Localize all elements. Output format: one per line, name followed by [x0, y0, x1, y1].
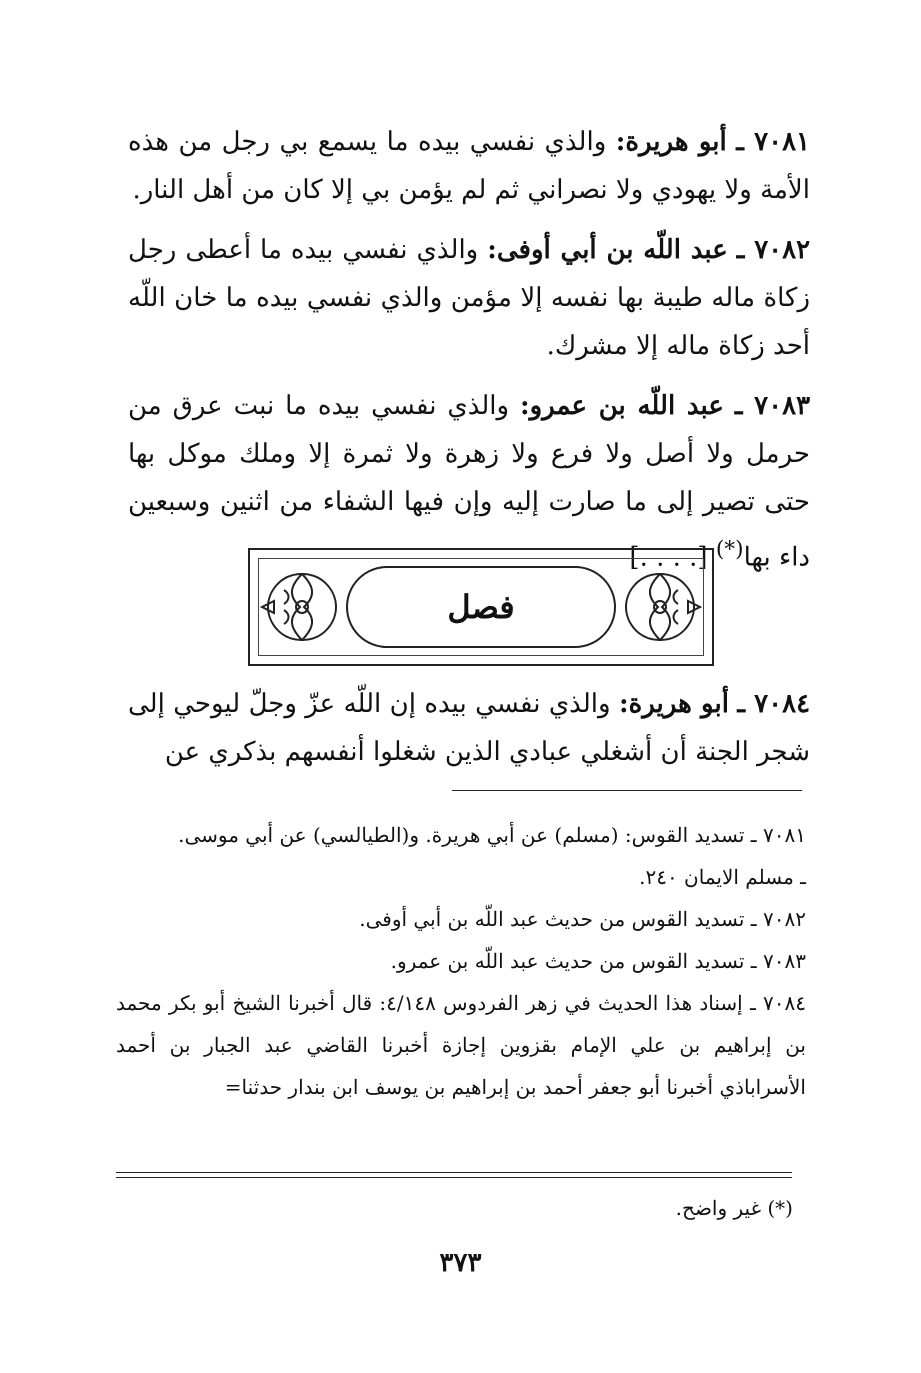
ornament-right-icon	[618, 568, 702, 646]
footnote-reference: (*)	[715, 537, 744, 562]
notes-separator	[452, 790, 802, 791]
hadith-text: والذي نفسي بيده ما أعطى رجل زكاة ماله طيبة بها نفسه إلا مؤمن والذي نفسي بيده ما خان اللّه أحد زكاة ماله إلا مشرك.	[128, 235, 810, 361]
section-heading-frame	[248, 548, 714, 666]
footnote-separator	[116, 1172, 792, 1178]
heading-pill	[346, 566, 616, 648]
narrator-name: عبد اللّه بن عمرو:	[520, 391, 724, 421]
narrator-name: أبو هريرة:	[615, 127, 727, 157]
note-7081: ٧٠٨١ ـ تسديد القوس: (مسلم) عن أبي هريرة. و(الطيالسي) عن أبي موسى.	[178, 823, 806, 847]
entry-number: ٧٠٨٣ ـ	[734, 391, 811, 421]
narrator-name: عبد اللّه بن أبي أوفى:	[487, 235, 728, 265]
hadith-entry-7081	[128, 118, 810, 214]
footnote: (*) غير واضح.	[675, 1196, 793, 1220]
entry-number: ٧٠٨١ ـ	[736, 127, 810, 157]
section-title: فصل	[447, 588, 515, 626]
note-7083: ٧٠٨٣ ـ تسديد القوس من حديث عبد اللّه بن عمرو.	[390, 949, 806, 973]
source-notes	[116, 814, 806, 1108]
narrator-name: أبو هريرة:	[618, 689, 729, 719]
entry-number: ٧٠٨٤ ـ	[737, 689, 811, 719]
hadith-text: والذي نفسي بيده إن اللّه عزّ وجلّ ليوحي إلى شجر الجنة أن أشغلي عبادي الذين شغلوا أنفسهم بذكري عن	[128, 689, 810, 767]
page-number: ٣٧٣	[439, 1248, 482, 1278]
main-text-bottom	[128, 680, 810, 788]
hadith-entry-7084	[128, 680, 810, 776]
note-7082: ٧٠٨٢ ـ تسديد القوس من حديث عبد اللّه بن أبي أوفى.	[359, 907, 806, 931]
note-7084: ٧٠٨٤ ـ إسناد هذا الحديث في زهر الفردوس ٤/١٤٨: قال أخبرنا الشيخ أبو بكر محمد بن إبراهيم بن علي الإمام بقزوين إجازة أخبرنا القاضي عبد الجبار بن أحمد الأسراباذي أخبرنا أبو جعفر أحمد بن إبراهيم بن يوسف ابن بندار حدثنا=	[116, 991, 807, 1099]
note-7081-extra: ـ مسلم الايمان ٢٤٠.	[639, 865, 806, 889]
illegible-marker: [. . . .]	[629, 542, 708, 573]
hadith-text: والذي نفسي بيده ما نبت عرق من حرمل ولا أصل ولا فرع ولا زهرة ولا ثمرة إلا وملك موكل بها حتى تصير إلى ما صارت إليه وإن فيها الشفاء من اثنين وسبعين داء بها	[128, 391, 810, 573]
hadith-entry-7082	[128, 226, 810, 370]
ornament-left-icon	[260, 568, 344, 646]
hadith-text: والذي نفسي بيده ما يسمع بي رجل من هذه الأمة ولا يهودي ولا نصراني ثم لم يؤمن بي إلا كان من أهل النار.	[128, 127, 810, 205]
entry-number: ٧٠٨٢ ـ	[736, 235, 811, 265]
main-text-top	[128, 118, 810, 594]
